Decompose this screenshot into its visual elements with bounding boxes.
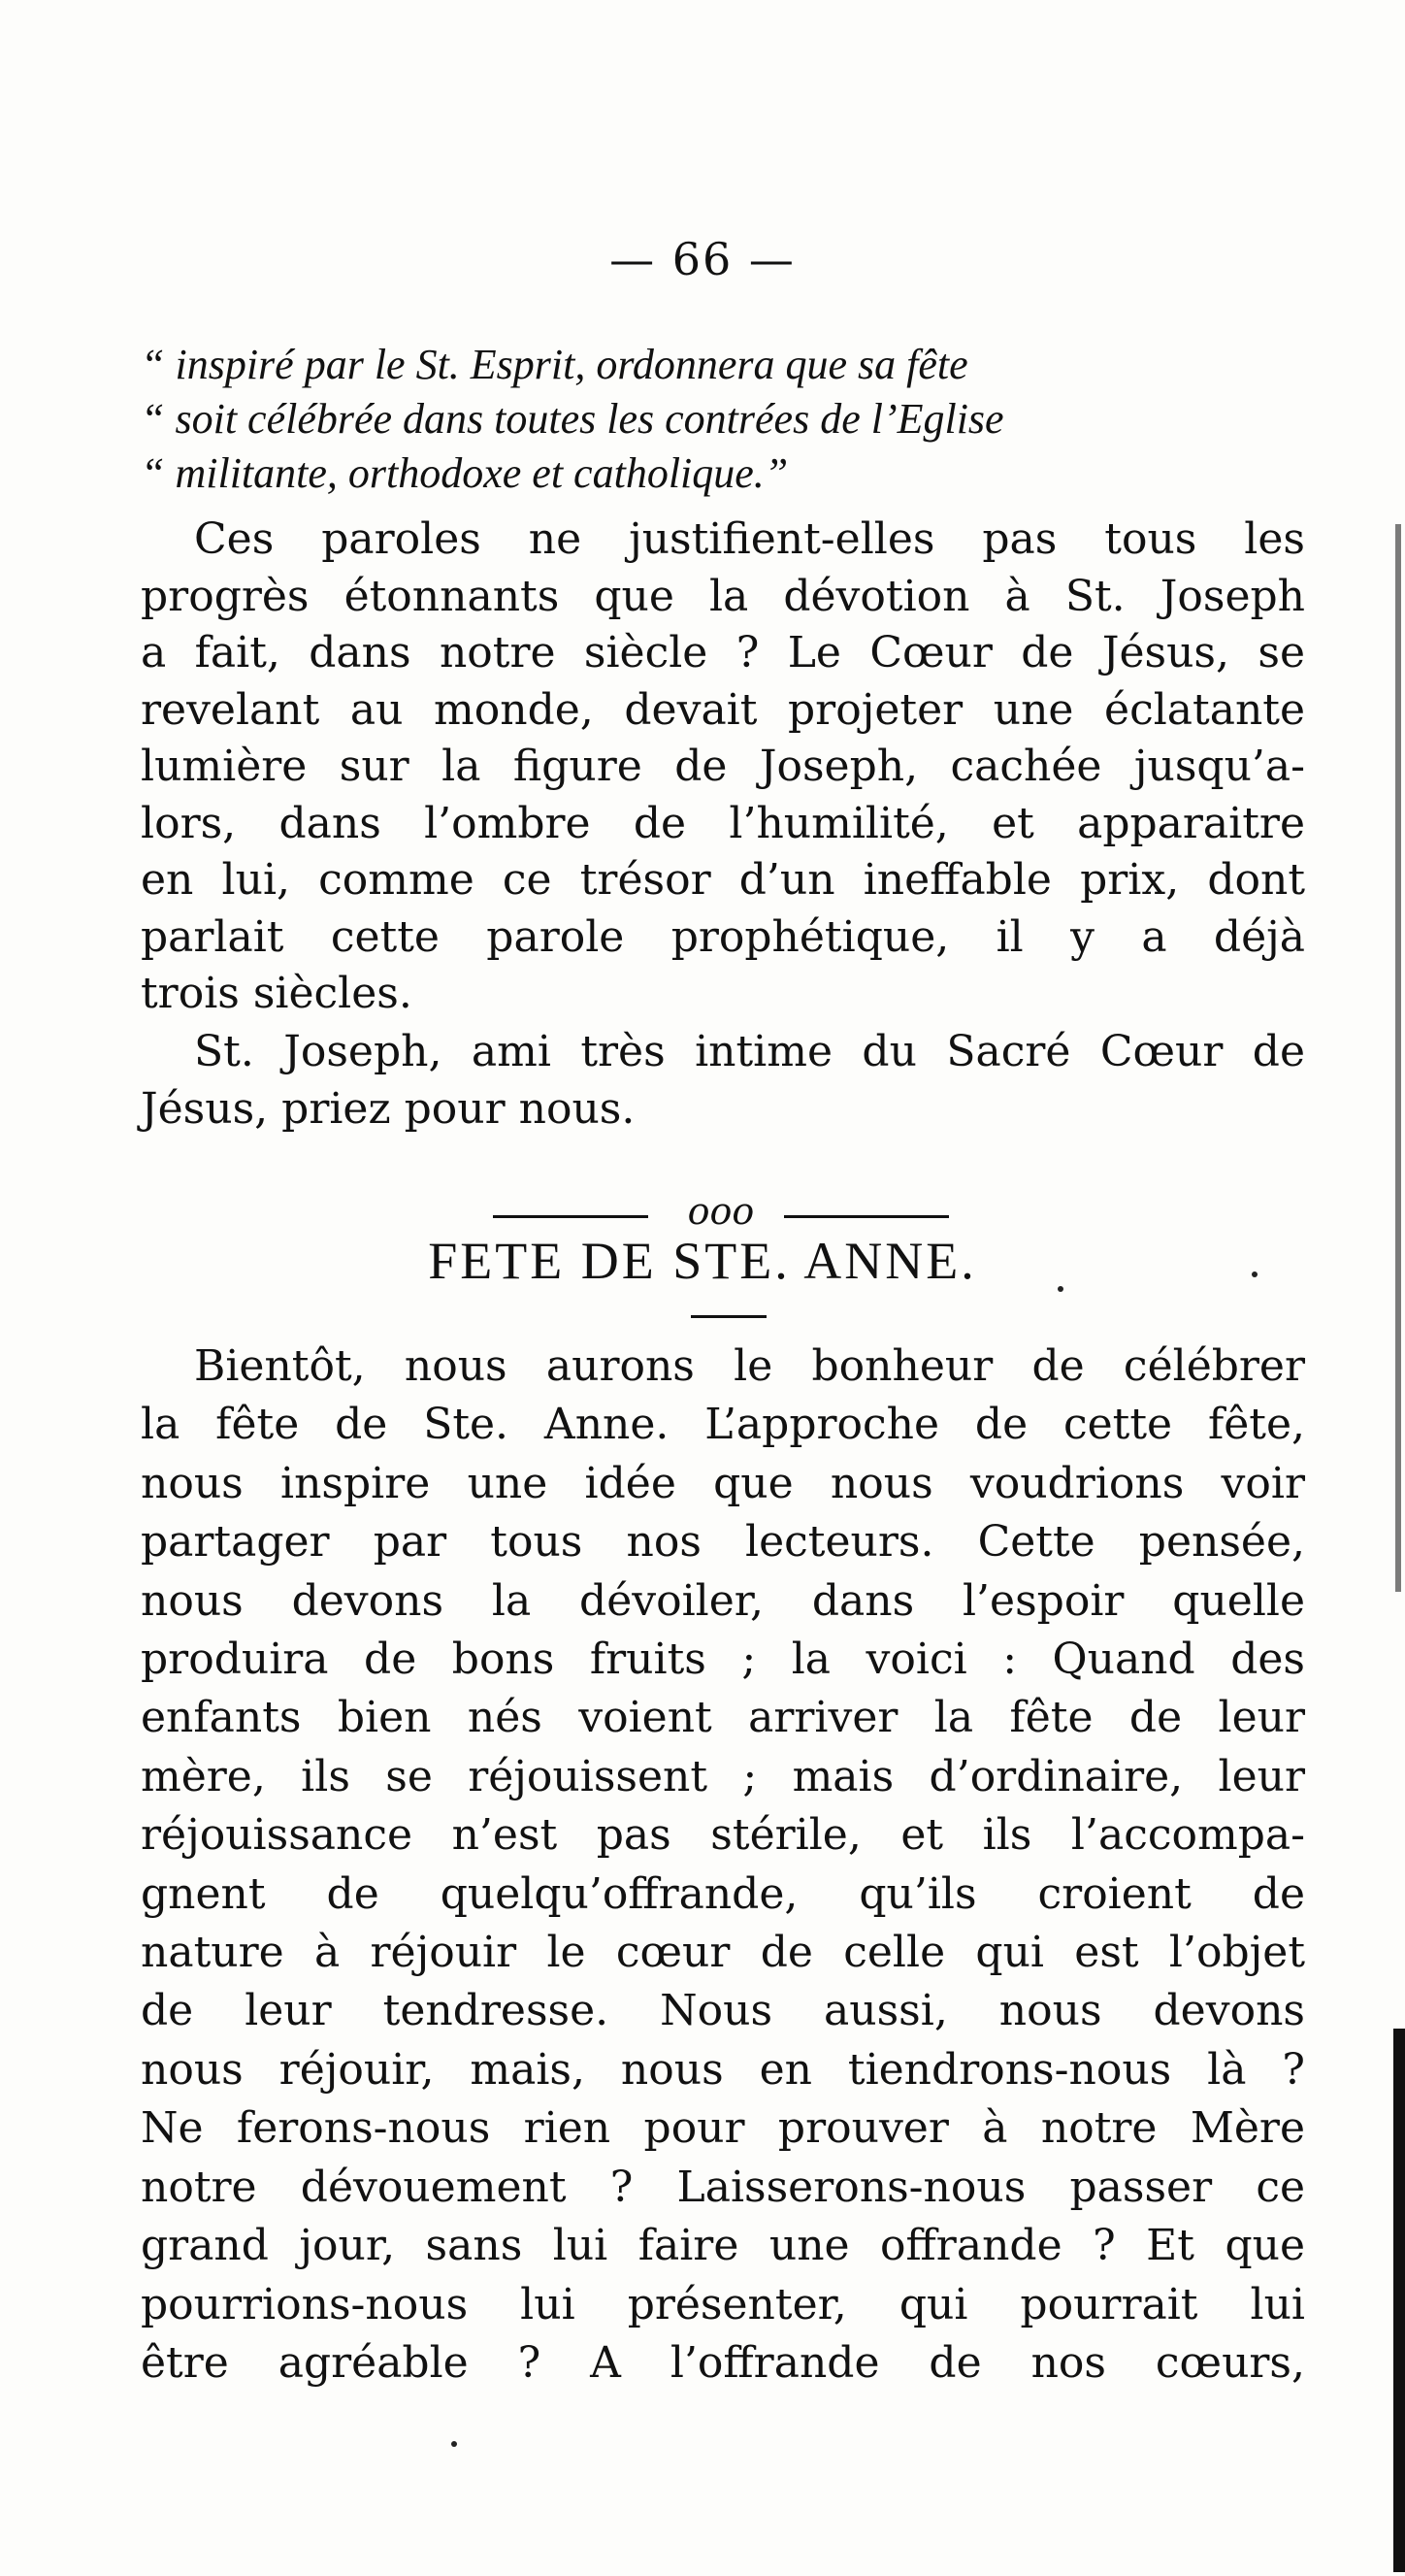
text-line: trois siècles.	[141, 969, 412, 1018]
text-line: Jésus, priez pour nous.	[141, 1083, 636, 1134]
separator-ornament: ooo	[687, 1190, 755, 1233]
text-line: en lui, comme ce trésor d’un ineffable prix, dont	[141, 855, 1305, 905]
text-line: nature à réjouir le cœur de celle qui est l’objet	[141, 1928, 1305, 1978]
section-separator	[493, 1190, 949, 1235]
separator-rule-right	[784, 1215, 949, 1218]
title-underline	[691, 1315, 767, 1318]
text-line: St. Joseph, ami très intime du Sacré Cœur de	[194, 1027, 1305, 1076]
text-line: Ne ferons-nous rien pour prouver à notre Mère	[141, 2103, 1305, 2154]
text-line: pourrions-nous lui présenter, qui pourrait lui	[141, 2279, 1305, 2329]
paragraph-joseph-devotion	[141, 512, 1305, 1023]
section-title: FETE DE STE. ANNE.	[428, 1232, 977, 1290]
text-line: nous réjouir, mais, nous en tiendrons-nous là ?	[141, 2044, 1305, 2095]
quotation-block	[141, 338, 1305, 501]
paragraph-ste-anne	[141, 1338, 1305, 2393]
scan-edge-bar	[1393, 2029, 1405, 2572]
text-line: a fait, dans notre siècle ? Le Cœur de Jésus, se	[141, 628, 1305, 677]
text-line: lumière sur la figure de Joseph, cachée jusqu’a-	[141, 742, 1305, 791]
quote-line: “ inspiré par le St. Esprit, ordonnera que sa fête	[141, 341, 968, 388]
text-line: de leur tendresse. Nous aussi, nous devons	[141, 1986, 1305, 2036]
scan-speck	[1252, 1271, 1258, 1277]
scan-speck	[451, 2441, 457, 2447]
text-line: progrès étonnants que la dévotion à St. Joseph	[141, 571, 1305, 621]
text-line: partager par tous nos lecteurs. Cette pensée,	[141, 1517, 1305, 1568]
text-line: réjouissance n’est pas stérile, et ils l’accompa-	[141, 1810, 1305, 1861]
text-line: la fête de Ste. Anne. L’approche de cette fête,	[141, 1400, 1305, 1450]
text-line: mère, ils se réjouissent ; mais d’ordinaire, leur	[141, 1751, 1305, 1801]
text-line: notre dévouement ? Laisserons-nous passer ce	[141, 2162, 1305, 2212]
text-line: enfants bien nés voient arriver la fête de leur	[141, 1693, 1305, 1743]
scan-edge-shadow	[1395, 524, 1401, 1592]
paragraph-invocation	[141, 1024, 1305, 1138]
quote-line: “ soit célébrée dans toutes les contrées de l’Eglise	[141, 395, 1004, 443]
text-line: grand jour, sans lui faire une offrande ? Et que	[141, 2221, 1305, 2271]
text-line: nous inspire une idée que nous voudrions voir	[141, 1458, 1305, 1508]
text-line: gnent de quelqu’offrande, qu’ils croient de	[141, 1868, 1305, 1919]
scan-speck	[1058, 1286, 1063, 1292]
quote-line: “ militante, orthodoxe et catholique.”	[141, 449, 789, 497]
text-line: être agréable ? A l’offrande de nos cœurs,	[141, 2337, 1305, 2388]
text-line: revelant au monde, devait projeter une éclatante	[141, 684, 1305, 735]
page-number: — 66 —	[609, 233, 796, 285]
text-line: Ces paroles ne justifient-elles pas tous les	[194, 514, 1305, 564]
text-line: produira de bons fruits ; la voici : Quand des	[141, 1635, 1305, 1685]
text-line: nous devons la dévoiler, dans l’espoir quelle	[141, 1575, 1305, 1626]
text-line: parlait cette parole prophétique, il y a déjà	[141, 911, 1305, 962]
text-line: Bientôt, nous aurons le bonheur de célébrer	[194, 1341, 1305, 1391]
text-line: lors, dans l’ombre de l’humilité, et apparaitre	[141, 798, 1305, 848]
